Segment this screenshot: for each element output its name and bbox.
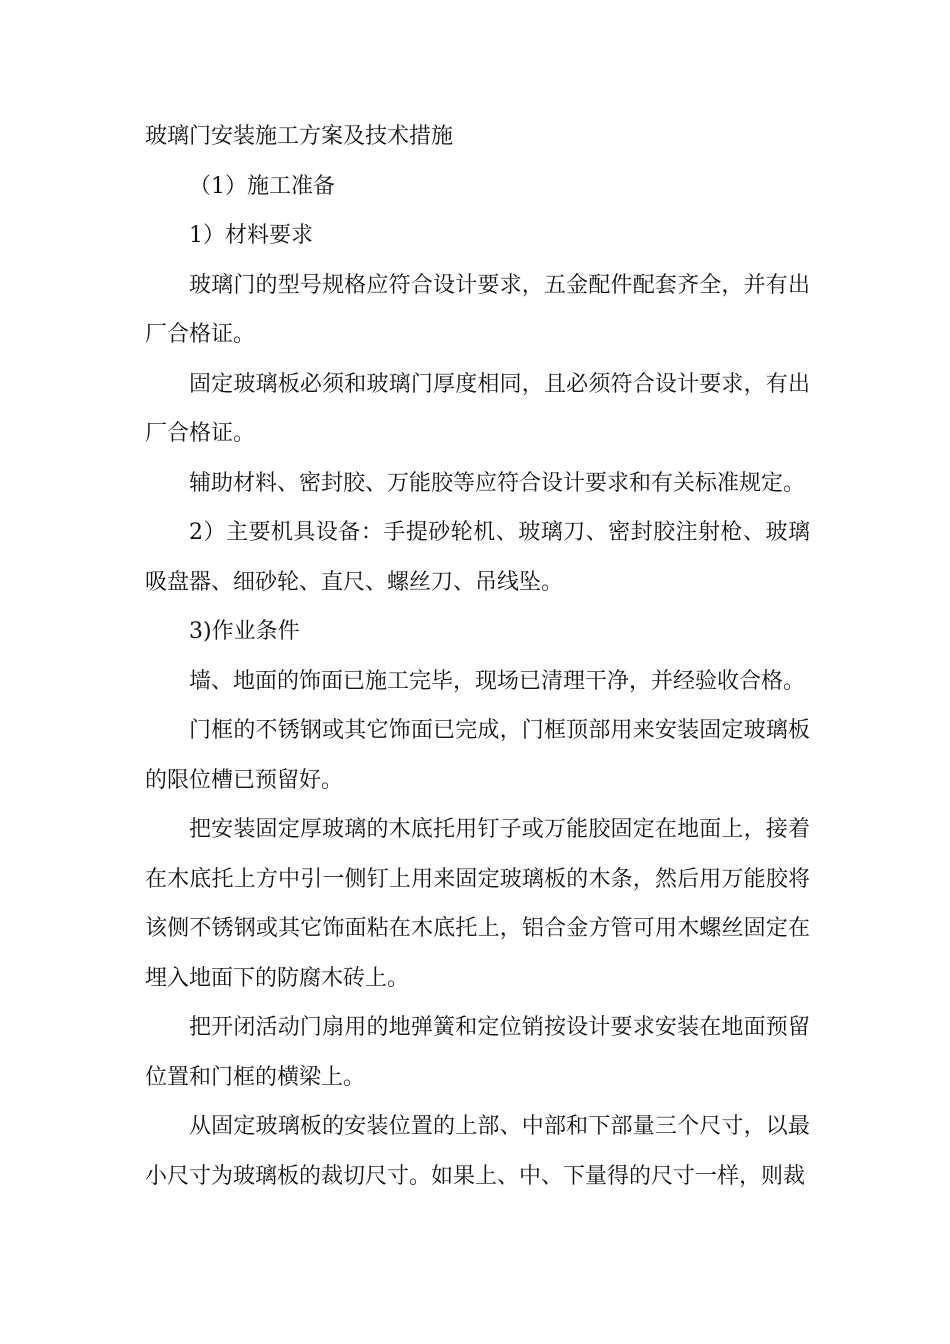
paragraph: 玻璃门的型号规格应符合设计要求，五金配件配套齐全，并有出厂合格证。 bbox=[145, 272, 810, 347]
paragraph: 从固定玻璃板的安装位置的上部、中部和下部量三个尺寸，以最小尺寸为玻璃板的裁切尺寸。如果上、中、下量得的尺寸一样，则裁 bbox=[145, 1114, 810, 1189]
paragraph: 固定玻璃板必须和玻璃门厚度相同，且必须符合设计要求，有出厂合格证。 bbox=[145, 371, 810, 446]
paragraph: 辅助材料、密封胶、万能胶等应符合设计要求和有关标准规定。 bbox=[189, 470, 806, 496]
document-body bbox=[145, 112, 810, 1201]
paragraph: 门框的不锈钢或其它饰面已完成，门框顶部用来安装固定玻璃板的限位槽已预留好。 bbox=[145, 718, 810, 793]
paragraph: 把开闭活动门扇用的地弹簧和定位销按设计要求安装在地面预留位置和门框的横梁上。 bbox=[145, 1015, 810, 1090]
subsection-heading: 1）材料要求 bbox=[189, 223, 313, 248]
document-title: 玻璃门安装施工方案及技术措施 bbox=[145, 124, 454, 149]
paragraph: 把安装固定厚玻璃的木底托用钉子或万能胶固定在地面上，接着在木底托上方中引一侧钉上用来固定玻璃板的木条，然后用万能胶将该侧不锈钢或其它饰面粘在木底托上，铝合金方管可用木螺丝固定在埋入地面下的防腐木砖上。 bbox=[145, 817, 810, 991]
subsection-heading: 3)作业条件 bbox=[189, 619, 300, 644]
section-heading: （1）施工准备 bbox=[189, 173, 335, 199]
subsection-heading: 2）主要机具设备：手提砂轮机、玻璃刀、密封胶注射枪、玻璃吸盘器、细砂轮、直尺、螺丝刀、吊线坠。 bbox=[145, 520, 810, 595]
paragraph: 墙、地面的饰面已施工完毕，现场已清理干净，并经验收合格。 bbox=[189, 668, 806, 694]
